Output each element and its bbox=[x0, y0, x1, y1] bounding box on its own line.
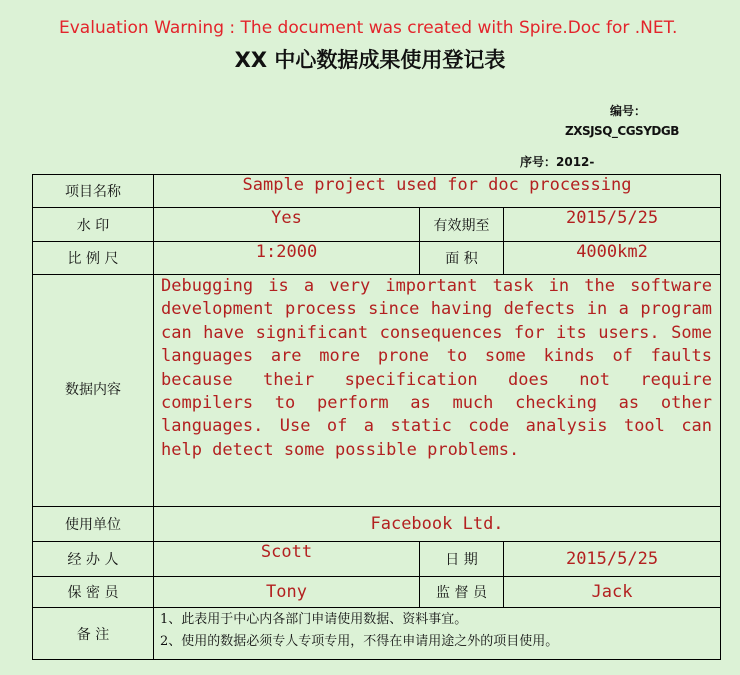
project-name-value[interactable]: Sample project used for doc processing bbox=[154, 175, 721, 208]
watermark-value[interactable]: Yes bbox=[154, 208, 420, 242]
using-unit-label: 使用单位 bbox=[33, 507, 154, 542]
area-value[interactable]: 4000km2 bbox=[504, 242, 721, 275]
supervisor-value[interactable]: Jack bbox=[504, 577, 721, 608]
scale-label: 比 例 尺 bbox=[33, 242, 154, 275]
remarks-label: 备 注 bbox=[33, 608, 154, 660]
security-officer-value[interactable]: Tony bbox=[154, 577, 420, 608]
evaluation-warning: Evaluation Warning : The document was created with Spire.Doc for .NET. bbox=[59, 18, 678, 38]
data-content-label: 数据内容 bbox=[33, 275, 154, 507]
serial-number: 序号：2012- bbox=[520, 155, 595, 169]
valid-until-value[interactable]: 2015/5/25 bbox=[504, 208, 721, 242]
area-label: 面 积 bbox=[420, 242, 504, 275]
remark-line: 2、使用的数据必须专人专项专用，不得在申请用途之外的项目使用。 bbox=[160, 634, 559, 649]
date-label: 日 期 bbox=[420, 542, 504, 577]
project-name-label: 项目名称 bbox=[33, 175, 154, 208]
watermark-label: 水 印 bbox=[33, 208, 154, 242]
valid-until-label: 有效期至 bbox=[420, 208, 504, 242]
date-value[interactable]: 2015/5/25 bbox=[504, 542, 721, 577]
registration-form-table bbox=[32, 174, 721, 660]
handler-value[interactable]: Scott bbox=[154, 542, 420, 577]
remarks-value bbox=[154, 608, 721, 660]
using-unit-value[interactable]: Facebook Ltd. bbox=[154, 507, 721, 542]
data-content-value[interactable]: Debugging is a very important task in the software development process since having defects in a program can have significant consequences for its users. Some languages are more prone to some kinds of faults because their specification does not require compilers to perform as much checking as other languages. Use of a static code analysis tool can help detect some possible problems. bbox=[154, 275, 721, 507]
number-label: 编号： bbox=[610, 104, 647, 118]
page-title: XX 中心数据成果使用登记表 bbox=[234, 48, 506, 72]
supervisor-label: 监 督 员 bbox=[420, 577, 504, 608]
scale-value[interactable]: 1:2000 bbox=[154, 242, 420, 275]
security-officer-label: 保 密 员 bbox=[33, 577, 154, 608]
handler-label: 经 办 人 bbox=[33, 542, 154, 577]
number-value: ZXSJSQ_CGSYDGB bbox=[565, 124, 679, 138]
remark-line: 1、此表用于中心内各部门申请使用数据、资料事宜。 bbox=[160, 612, 468, 627]
